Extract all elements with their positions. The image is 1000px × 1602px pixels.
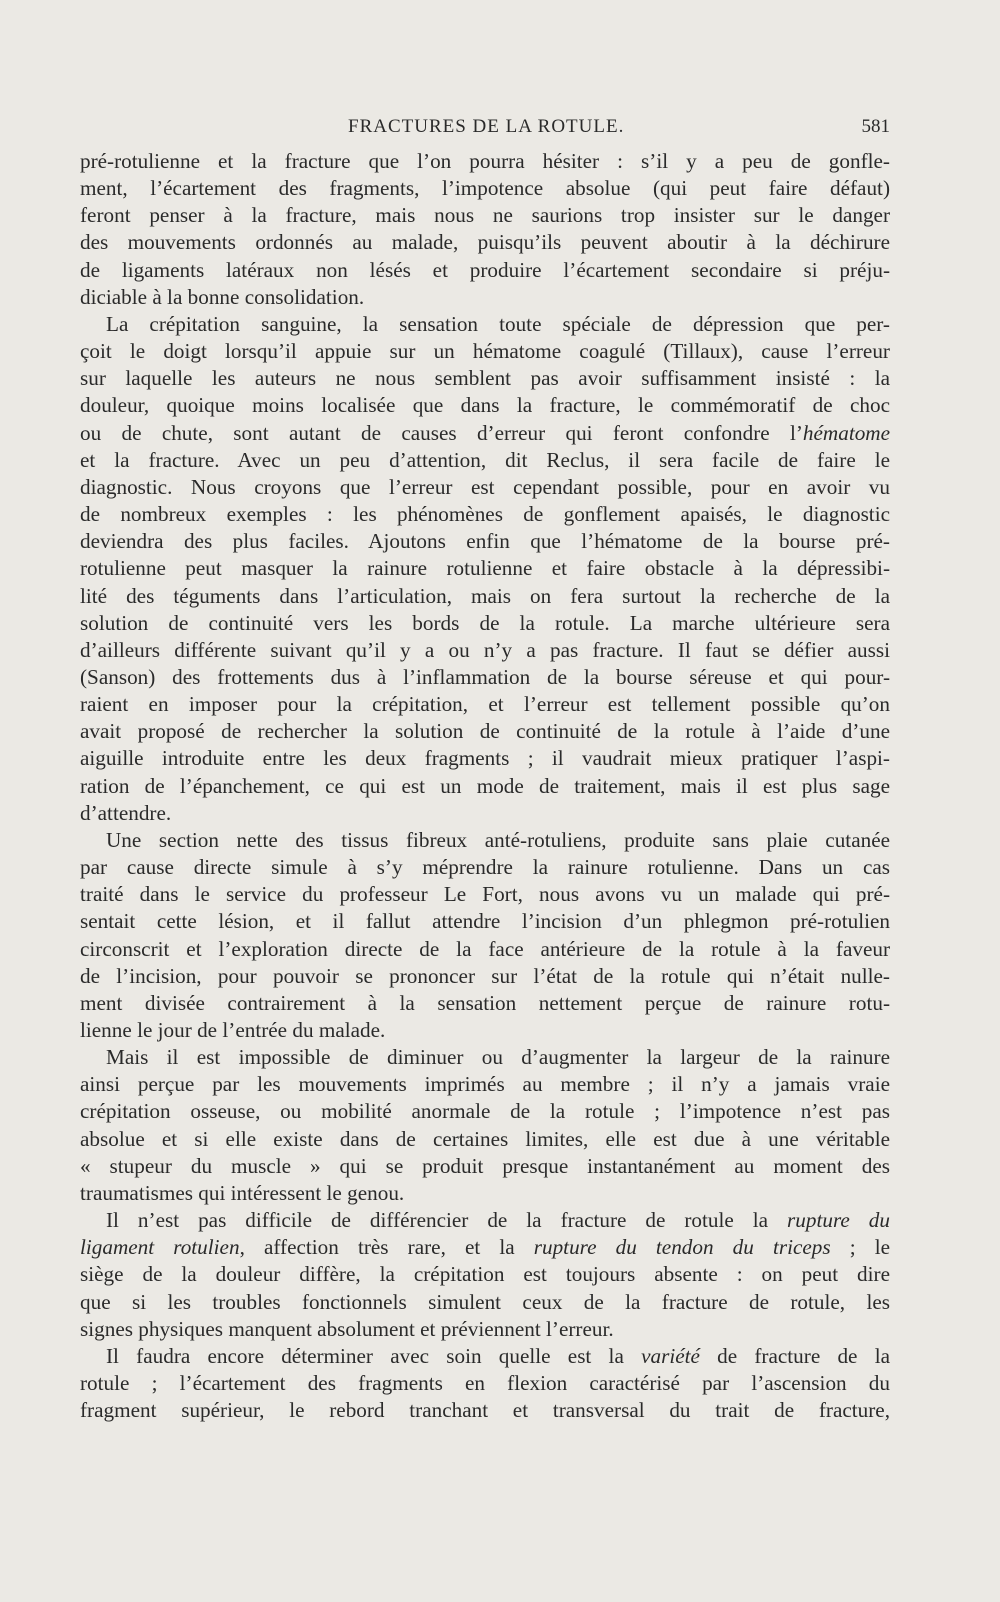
text-line: que si les troubles fonctionnels simulent ceux de la fracture de rotule, les: [80, 1289, 890, 1314]
emphasis-variete: variété: [641, 1343, 700, 1368]
text-line: ment, l’écartement des fragments, l’impotence absolue (qui peut faire défaut): [80, 176, 890, 201]
text-line: La crépitation sanguine, la sensation toute spéciale de dépression que per-: [106, 311, 890, 336]
text-line: crépitation osseuse, ou mobilité anormale de la rotule ; l’impotence n’est pas: [80, 1099, 890, 1124]
text-run: ou de chute, sont autant de causes d’erreur qui feront confondre l’: [80, 420, 803, 445]
text-line: deviendra des plus faciles. Ajoutons enfin que l’hématome de la bourse pré-: [80, 529, 890, 554]
text-line: circonscrit et l’exploration directe de la face antérieure de la rotule à la faveur: [80, 936, 890, 961]
running-title: FRACTURES DE LA ROTULE.: [348, 116, 625, 137]
text-line: et la fracture. Avec un peu d’attention, dit Reclus, il sera facile de faire le: [80, 447, 890, 472]
text-line: sentait cette lésion, et il fallut attendre l’incision d’un phlegmon pré-rotulien: [80, 909, 890, 934]
text-line: de ligaments latéraux non lésés et produire l’écartement secondaire si préju-: [80, 257, 890, 282]
text-line: douleur, quoique moins localisée que dans la fracture, le commémoratif de choc: [80, 393, 890, 418]
paragraph-3: [80, 827, 890, 1044]
text-line: lienne le jour de l’entrée du malade.: [80, 1018, 386, 1042]
emphasis-ligament-rotulien: ligament rotulien: [80, 1235, 240, 1260]
text-line: d’ailleurs différente suivant qu’il y a ou n’y a pas fracture. Il faut se défier aussi: [80, 637, 890, 662]
text-line-with-emphasis: [80, 420, 890, 447]
text-line: fragment supérieur, le rebord tranchant et transversal du trait de fracture,: [80, 1398, 890, 1423]
page-number: 581: [861, 116, 890, 137]
paragraph-4: [80, 1044, 890, 1207]
text-line-with-emphasis: [80, 1343, 890, 1370]
text-line: Une section nette des tissus fibreux anté-rotuliens, produite sans plaie cutanée: [106, 827, 890, 852]
text-line: aiguille introduite entre les deux fragments ; il vaudrait mieux pratiquer l’aspi-: [80, 746, 890, 771]
text-line: absolue et si elle existe dans de certaines limites, elle est due à une véritable: [80, 1126, 890, 1151]
text-run: , affection très rare, et la: [239, 1235, 534, 1260]
text-run: Il faudra encore déterminer avec soin quelle est la: [106, 1343, 642, 1368]
text-run: de fracture de la: [699, 1343, 890, 1368]
text-line: Mais il est impossible de diminuer ou d’augmenter la largeur de la rainure: [106, 1045, 890, 1070]
text-line: lité des téguments dans l’articulation, mais on fera surtout la recherche de la: [80, 583, 890, 608]
emphasis-rupture-du: rupture du: [787, 1208, 890, 1233]
text-run: Il n’est pas difficile de différencier de la fracture de rotule la: [106, 1208, 788, 1233]
text-line-with-emphasis: [80, 1234, 890, 1261]
text-line: (Sanson) des frottements dus à l’inflammation de la bourse séreuse et qui pour-: [80, 664, 890, 689]
text-line: avait proposé de rechercher la solution de continuité de la rotule à l’aide d’une: [80, 719, 890, 744]
paragraph-1: [80, 148, 890, 311]
text-line: des mouvements ordonnés au malade, puisqu’ils peuvent aboutir à la déchirure: [80, 230, 890, 255]
text-line: de l’incision, pour pouvoir se prononcer sur l’état de la rotule qui n’était nulle-: [80, 963, 890, 988]
body-text: [80, 148, 890, 1424]
paragraph-5: [80, 1207, 890, 1343]
text-line: diagnostic. Nous croyons que l’erreur est cependant possible, pour en avoir vu: [80, 474, 890, 499]
text-line: de nombreux exemples : les phénomènes de gonflement apaisés, le diagnostic: [80, 502, 890, 527]
emphasis-rupture-tendon-triceps: rupture du tendon du triceps: [533, 1235, 831, 1260]
page-header: [80, 116, 890, 146]
text-run: ; le: [830, 1235, 891, 1260]
text-line: raient en imposer pour la crépitation, et l’erreur est tellement possible qu’on: [80, 692, 890, 717]
text-line: ration de l’épanchement, ce qui est un mode de traitement, mais il est plus sage: [80, 773, 890, 798]
emphasis-hematome: hématome: [802, 420, 890, 445]
text-line: traité dans le service du professeur Le Fort, nous avons vu un malade qui pré-: [80, 882, 890, 907]
text-line: ment divisée contrairement à la sensation nettement perçue de rainure rotu-: [80, 990, 890, 1015]
text-line: solution de continuité vers les bords de la rotule. La marche ultérieure sera: [80, 610, 890, 635]
text-line: par cause directe simule à s’y méprendre la rainure rotulienne. Dans un cas: [80, 855, 890, 880]
text-line: « stupeur du muscle » qui se produit presque instantanément au moment des: [80, 1153, 890, 1178]
paragraph-6: [80, 1343, 890, 1424]
text-line: sur laquelle les auteurs ne nous semblent pas avoir suffisamment insisté : la: [80, 366, 890, 391]
text-line: rotulienne peut masquer la rainure rotulienne et faire obstacle à la dépressibi-: [80, 556, 890, 581]
text-line: feront penser à la fracture, mais nous ne saurions trop insister sur le danger: [80, 203, 890, 228]
text-line: traumatismes qui intéressent le genou.: [80, 1180, 405, 1205]
text-line: siège de la douleur diffère, la crépitation est toujours absente : on peut dire: [80, 1262, 890, 1287]
paragraph-2: [80, 311, 890, 827]
text-line: d’attendre.: [80, 800, 172, 825]
text-line: rotule ; l’écartement des fragments en flexion caractérisé par l’ascension du: [80, 1371, 890, 1396]
text-line: pré-rotulienne et la fracture que l’on pourra hésiter : s’il y a peu de gonfle-: [80, 149, 890, 173]
text-line: diciable à la bonne consolidation.: [80, 284, 365, 309]
text-line: çoit le doigt lorsqu’il appuie sur un hématome coagulé (Tillaux), cause l’erreur: [80, 339, 890, 364]
text-line-with-emphasis: [80, 1207, 890, 1234]
text-line: signes physiques manquent absolument et préviennent l’erreur.: [80, 1316, 614, 1341]
text-line: ainsi perçue par les mouvements imprimés au membre ; il n’y a jamais vraie: [80, 1072, 890, 1097]
